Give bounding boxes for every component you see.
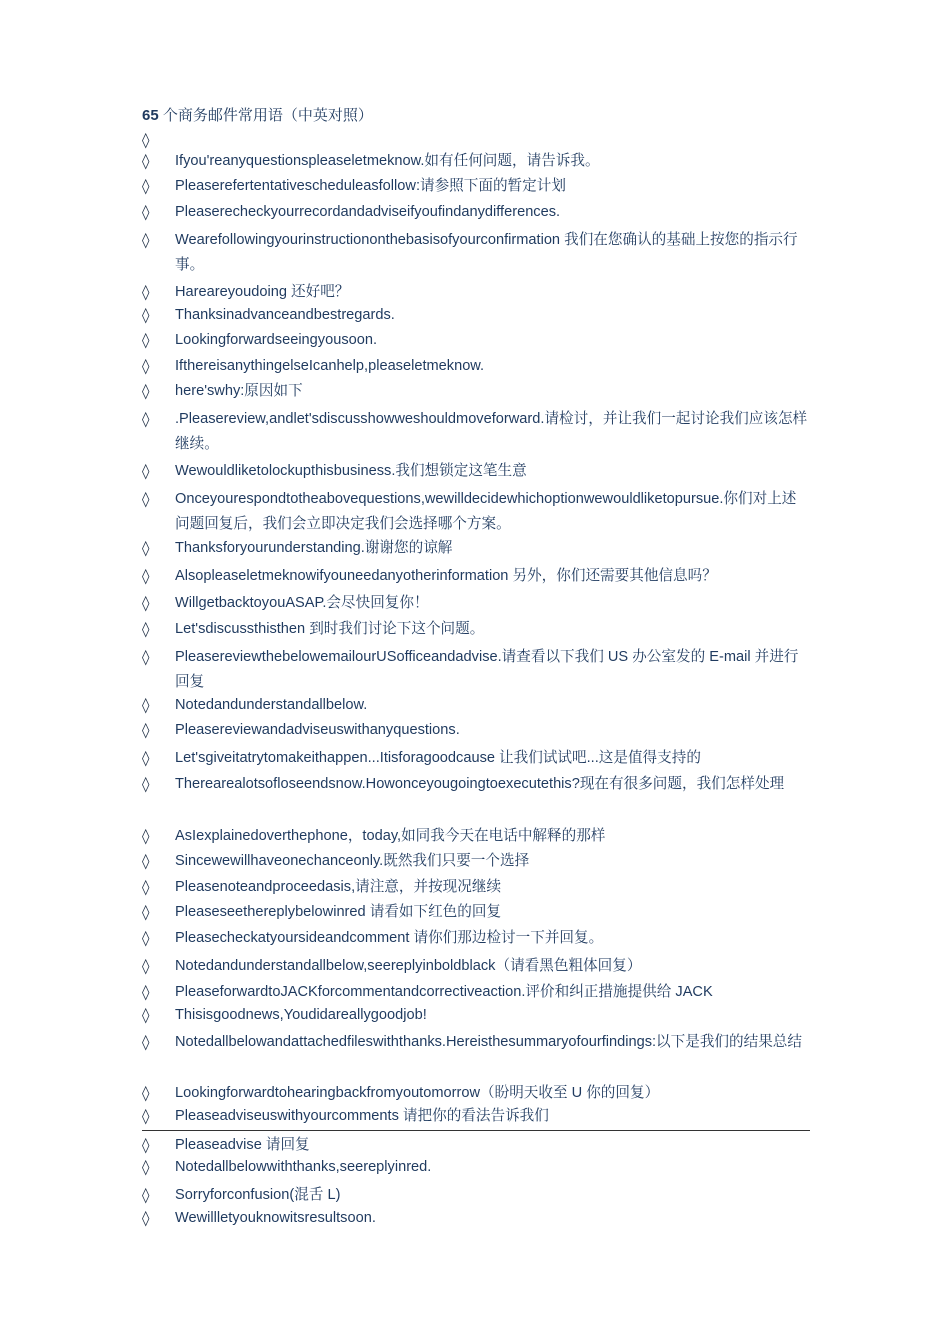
- diamond-bullet-icon: ◊: [142, 1209, 150, 1227]
- list-item-text: Notedandunderstandallbelow,seereplyinboldblack（请看黑色粗体回复）: [175, 958, 642, 974]
- diamond-bullet-icon: ◊: [142, 957, 150, 975]
- diamond-bullet-icon: ◊: [142, 177, 150, 195]
- diamond-bullet-icon: ◊: [142, 203, 150, 221]
- list-item-text: Let'sgiveitatrytomakeithappen...Itisforagoodcause 让我们试试吧...这是值得支持的: [175, 750, 701, 766]
- list-item-text: Notedandunderstandallbelow.: [175, 697, 368, 713]
- list-item-text: Let'sdiscussthisthen 到时我们讨论下这个问题。: [175, 621, 485, 637]
- horizontal-divider: [142, 1130, 810, 1131]
- list-item-text: Notedallbelowandattachedfileswiththanks.Hereisthesummaryofourfindings:以下是我们的结果总结: [175, 1034, 802, 1050]
- list-item-text: WillgetbacktoyouASAP.会尽快回复你！: [175, 595, 429, 611]
- diamond-bullet-icon: ◊: [142, 1136, 150, 1154]
- list-item-text: Pleaserecheckyourrecordandadviseifyoufindanydifferences.: [175, 204, 561, 220]
- list-item-text: IfthereisanythingelseIcanhelp,pleaseletmeknow.: [175, 358, 485, 374]
- diamond-bullet-icon: ◊: [142, 152, 150, 170]
- list-item-text: Wearefollowingyourinstructiononthebasisofyourconfirmation 我们在您确认的基础上按您的指示行事。: [175, 232, 798, 273]
- diamond-bullet-icon: ◊: [142, 827, 150, 845]
- list-item-text: Pleasenoteandproceedasis,请注意，并按现况继续: [175, 879, 502, 895]
- diamond-bullet-icon: ◊: [142, 1033, 150, 1051]
- list-item-text: Sorryforconfusion(混舌 L): [175, 1187, 341, 1203]
- title-text: 个商务邮件常用语（中英对照）: [162, 107, 373, 124]
- diamond-bullet-icon: ◊: [142, 1084, 150, 1102]
- diamond-bullet-icon: ◊: [142, 929, 150, 947]
- diamond-bullet-icon: ◊: [142, 283, 150, 301]
- diamond-bullet-icon: ◊: [142, 357, 150, 375]
- list-item-text: Thanksforyourunderstanding.谢谢您的谅解: [175, 540, 453, 556]
- diamond-bullet-icon: ◊: [142, 1186, 150, 1204]
- list-item-text: Pleaseseethereplybelowinred 请看如下红色的回复: [175, 904, 502, 920]
- list-item-text: .Pleasereview,andlet'sdiscusshowweshouldmoveforward.请检讨，并让我们一起讨论我们应该怎样继续。: [175, 411, 808, 452]
- list-item-text: Pleaseadviseuswithyourcomments 请把你的看法告诉我们: [175, 1108, 549, 1124]
- document-title: [142, 106, 373, 126]
- diamond-bullet-icon: ◊: [142, 382, 150, 400]
- list-item-text: Wewouldliketolockupthisbusiness.我们想锁定这笔生意: [175, 463, 527, 479]
- list-item-text: Ifyou'reanyquestionspleaseletmeknow.如有任何问题，请告诉我。: [175, 153, 600, 169]
- list-item-text: here'swhy:原因如下: [175, 383, 303, 399]
- diamond-bullet-icon: ◊: [142, 983, 150, 1001]
- diamond-bullet-icon: ◊: [142, 1107, 150, 1125]
- list-item-text: Lookingforwardseeingyousoon.: [175, 332, 378, 348]
- list-item-text: Onceyourespondtotheabovequestions,wewilldecidewhichoptionwewouldliketopursue.你们对上述问题回复后，我们会立即决定我们会选择哪个方案。: [175, 491, 797, 532]
- list-item-text: Therearealotsofloseendsnow.Howonceyougoingtoexecutethis?现在有很多问题，我们怎样处理: [175, 776, 785, 792]
- diamond-bullet-icon: ◊: [142, 131, 150, 149]
- list-item-text: Pleaseadvise 请回复: [175, 1137, 310, 1153]
- diamond-bullet-icon: ◊: [142, 878, 150, 896]
- diamond-bullet-icon: ◊: [142, 231, 150, 249]
- list-item-text: Thanksinadvanceandbestregards.: [175, 307, 395, 323]
- list-item-text: Pleasereviewandadviseuswithanyquestions.: [175, 722, 460, 738]
- diamond-bullet-icon: ◊: [142, 749, 150, 767]
- title-number: 65: [142, 107, 159, 124]
- diamond-bullet-icon: ◊: [142, 648, 150, 666]
- diamond-bullet-icon: ◊: [142, 462, 150, 480]
- list-item-text: PleaseforwardtoJACKforcommentandcorrectiveaction.评价和纠正措施提供给 JACK: [175, 984, 713, 1000]
- list-item-text: Lookingforwardtohearingbackfromyoutomorrow（盼明天收至 U 你的回复）: [175, 1085, 660, 1101]
- diamond-bullet-icon: ◊: [142, 620, 150, 638]
- list-item-text: Harearеyoudoing 还好吧？: [175, 284, 350, 300]
- diamond-bullet-icon: ◊: [142, 567, 150, 585]
- diamond-bullet-icon: ◊: [142, 775, 150, 793]
- list-item-text: Sincewewillhaveonechanceonly.既然我们只要一个选择: [175, 853, 530, 869]
- diamond-bullet-icon: ◊: [142, 490, 150, 508]
- list-item-text: Wewillletyouknowitsresultsoon.: [175, 1210, 376, 1226]
- diamond-bullet-icon: ◊: [142, 1006, 150, 1024]
- diamond-bullet-icon: ◊: [142, 594, 150, 612]
- diamond-bullet-icon: ◊: [142, 1158, 150, 1176]
- diamond-bullet-icon: ◊: [142, 696, 150, 714]
- diamond-bullet-icon: ◊: [142, 721, 150, 739]
- diamond-bullet-icon: ◊: [142, 306, 150, 324]
- list-item-text: Notedallbelowwiththanks,seereplyinred.: [175, 1159, 432, 1175]
- diamond-bullet-icon: ◊: [142, 539, 150, 557]
- list-item-text: PleasereviewthebelowemailourUSofficeandadvise.请查看以下我们 US 办公室发的 E-mail 并进行回复: [175, 649, 799, 690]
- diamond-bullet-icon: ◊: [142, 903, 150, 921]
- diamond-bullet-icon: ◊: [142, 852, 150, 870]
- list-item-text: Alsopleaseletmeknowifyouneedanyotherinformation 另外，你们还需要其他信息吗？: [175, 568, 717, 584]
- list-item-text: AsIexplainedoverthephone，today,如同我今天在电话中解释的那样: [175, 828, 606, 844]
- list-item-text: Pleaserefertentativescheduleasfollow:请参照下面的暂定计划: [175, 178, 566, 194]
- diamond-bullet-icon: ◊: [142, 331, 150, 349]
- list-item-text: Pleasecheckatyoursideandcomment 请你们那边检讨一下并回复。: [175, 930, 604, 946]
- diamond-bullet-icon: ◊: [142, 410, 150, 428]
- list-item-text: Thisisgoodnews,Youdidareallygoodjob!: [175, 1007, 427, 1023]
